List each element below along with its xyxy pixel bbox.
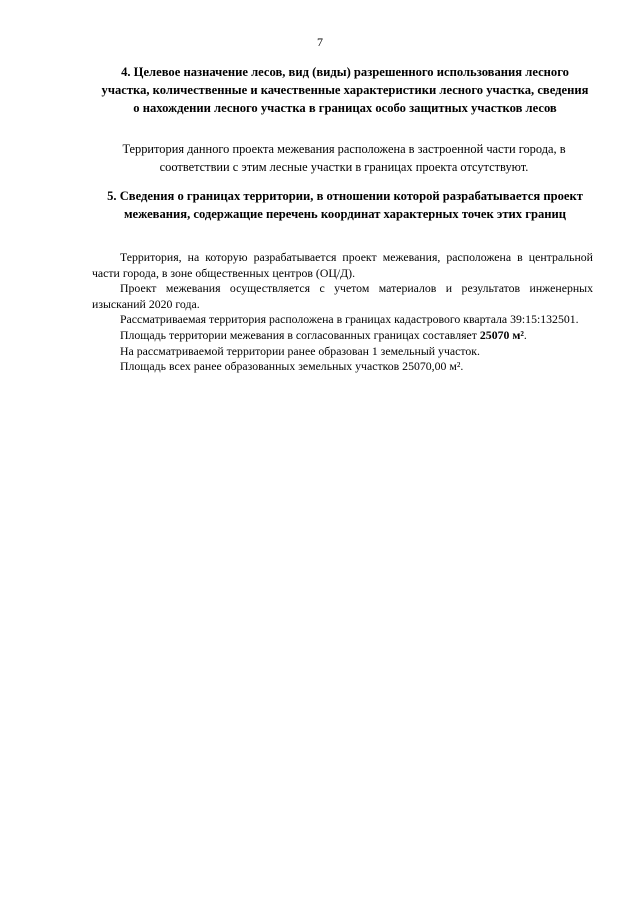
section-5-body <box>92 250 593 375</box>
paragraph-area <box>92 328 593 344</box>
section-5-title: Сведения о границах территории, в отношении которой разрабатывается проект межевания, содержащие перечень координат характерных точек этих границ <box>119 189 583 221</box>
paragraph-territory: Территория, на которую разрабатывается проект межевания, расположена в центральной части города, в зоне общественных центров (ОЦ/Д). <box>92 250 593 280</box>
page-number: 7 <box>317 35 323 49</box>
section-4-text: Территория данного проекта межевания расположена в застроенной части города, в соответствии с этим лесные участки в границах проекта отсутствуют. <box>122 142 566 174</box>
area-value: 25070 м² <box>479 327 524 342</box>
paragraph-surveys: Проект межевания осуществляется с учетом материалов и результатов инженерных изысканий 2020 года. <box>92 281 593 311</box>
section-4-heading <box>100 63 590 117</box>
paragraph-plots-count: На рассматриваемой территории ранее образован 1 земельный участок. <box>120 343 480 358</box>
section-5-heading <box>100 187 590 223</box>
area-text: Площадь территории межевания в согласованных границах составляет <box>120 327 477 342</box>
area-suffix: . <box>523 327 527 342</box>
section-4-number: 4. <box>121 65 131 79</box>
paragraph-cadastral-quarter: Рассматриваемая территория расположена в границах кадастрового квартала 39:15:132501. <box>120 312 579 327</box>
section-4-title: Целевое назначение лесов, вид (виды) разрешенного использования лесного участка, количественные и качественные характеристики лесного участка, сведения о нахождении лесного участка в границах особо защитных участков лесов <box>101 65 589 115</box>
section-5-number: 5. <box>107 189 117 203</box>
paragraph-plots-area: Площадь всех ранее образованных земельных участков 25070,00 м². <box>120 359 464 374</box>
